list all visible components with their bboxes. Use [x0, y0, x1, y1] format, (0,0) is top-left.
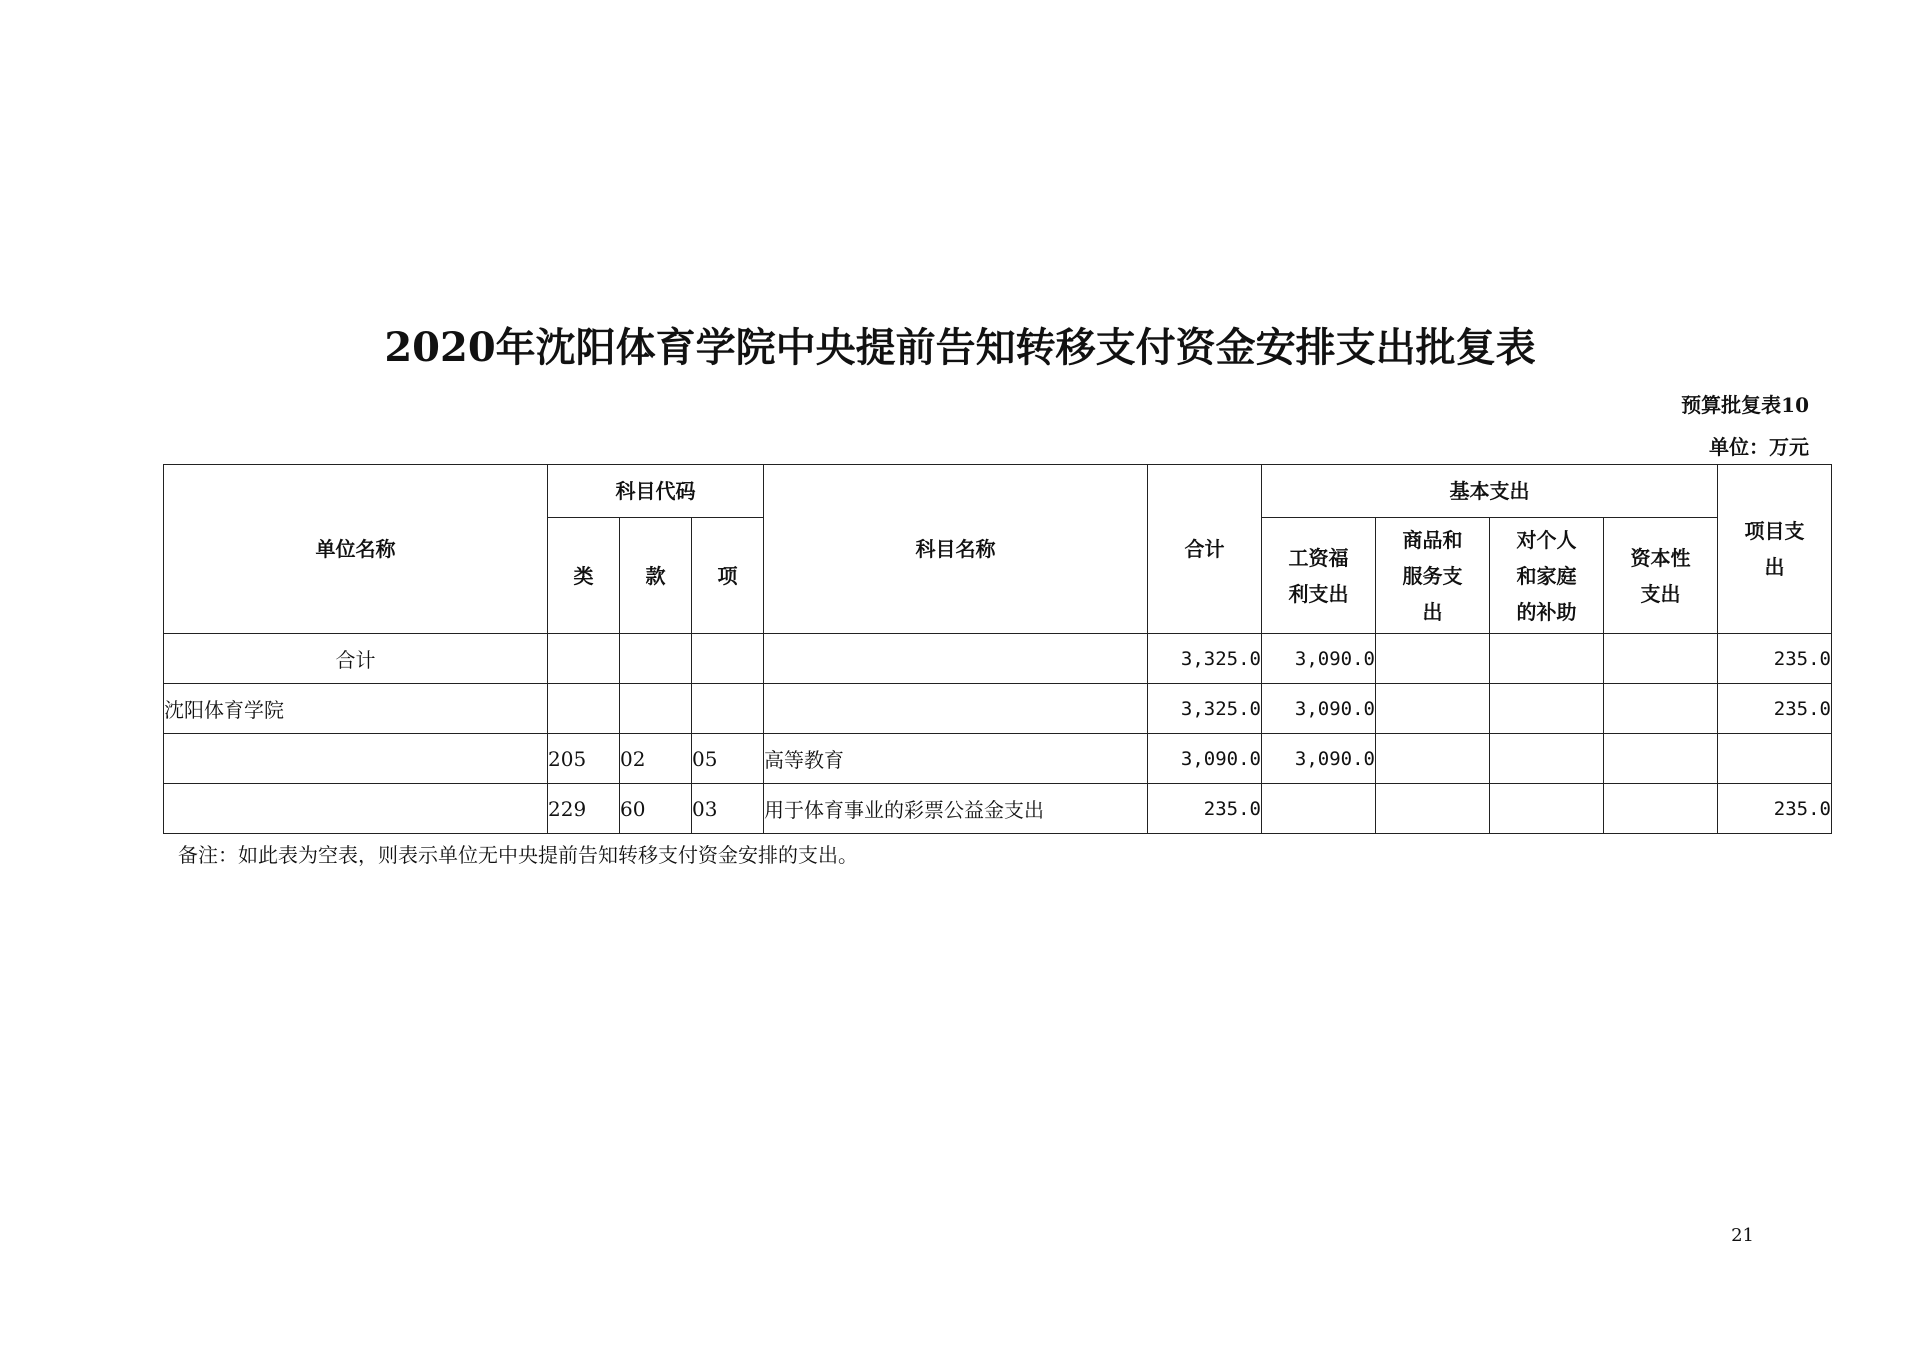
cell-goods — [1376, 784, 1490, 834]
header-lei: 类 — [548, 518, 620, 634]
cell-capital — [1604, 734, 1718, 784]
cell-total: 3,325.0 — [1148, 684, 1262, 734]
header-personal-family: 对个人和家庭的补助 — [1490, 518, 1604, 634]
header-capital: 资本性支出 — [1604, 518, 1718, 634]
header-goods-services: 商品和服务支出 — [1376, 518, 1490, 634]
document-title: 2020年沈阳体育学院中央提前告知转移支付资金安排支出批复表 — [384, 324, 1536, 371]
cell-kuan — [620, 684, 692, 734]
cell-subject-name — [764, 684, 1148, 734]
cell-capital — [1604, 684, 1718, 734]
cell-kuan — [620, 634, 692, 684]
cell-project: 235.0 — [1718, 634, 1832, 684]
cell-xiang: 05 — [692, 734, 764, 784]
header-unit-name: 单位名称 — [164, 465, 548, 634]
page-number: 21 — [1731, 1225, 1754, 1246]
cell-total: 3,090.0 — [1148, 734, 1262, 784]
cell-lei — [548, 684, 620, 734]
cell-xiang — [692, 684, 764, 734]
header-xiang: 项 — [692, 518, 764, 634]
unit-label: 单位：万元 — [1709, 435, 1809, 459]
cell-project: 235.0 — [1718, 684, 1832, 734]
cell-kuan: 02 — [620, 734, 692, 784]
header-project-expense: 项目支出 — [1718, 465, 1832, 634]
header-basic-expense: 基本支出 — [1262, 465, 1718, 518]
cell-capital — [1604, 784, 1718, 834]
cell-total: 3,325.0 — [1148, 634, 1262, 684]
cell-project — [1718, 734, 1832, 784]
table-row — [164, 784, 1832, 834]
cell-goods — [1376, 734, 1490, 784]
cell-personal — [1490, 734, 1604, 784]
cell-unit — [164, 734, 548, 784]
cell-unit — [164, 784, 548, 834]
header-subject-code: 科目代码 — [548, 465, 764, 518]
cell-personal — [1490, 684, 1604, 734]
cell-xiang — [692, 634, 764, 684]
cell-salary: 3,090.0 — [1262, 634, 1376, 684]
cell-project: 235.0 — [1718, 784, 1832, 834]
table-row — [164, 684, 1832, 734]
cell-capital — [1604, 634, 1718, 684]
cell-salary — [1262, 784, 1376, 834]
cell-salary: 3,090.0 — [1262, 734, 1376, 784]
cell-lei — [548, 634, 620, 684]
header-salary: 工资福利支出 — [1262, 518, 1376, 634]
cell-goods — [1376, 684, 1490, 734]
table-row — [164, 734, 1832, 784]
cell-lei: 205 — [548, 734, 620, 784]
cell-personal — [1490, 634, 1604, 684]
cell-personal — [1490, 784, 1604, 834]
budget-table — [163, 464, 1832, 834]
cell-subject-name — [764, 634, 1148, 684]
header-subject-name: 科目名称 — [764, 465, 1148, 634]
cell-unit: 沈阳体育学院 — [164, 684, 548, 734]
table-note: 备注：如此表为空表，则表示单位无中央提前告知转移支付资金安排的支出。 — [178, 843, 858, 867]
cell-xiang: 03 — [692, 784, 764, 834]
cell-goods — [1376, 634, 1490, 684]
header-kuan: 款 — [620, 518, 692, 634]
cell-salary: 3,090.0 — [1262, 684, 1376, 734]
cell-total: 235.0 — [1148, 784, 1262, 834]
table-row — [164, 634, 1832, 684]
table-number: 预算批复表10 — [1681, 393, 1809, 417]
cell-lei: 229 — [548, 784, 620, 834]
header-total: 合计 — [1148, 465, 1262, 634]
cell-subject-name: 用于体育事业的彩票公益金支出 — [764, 784, 1148, 834]
cell-unit: 合计 — [164, 634, 548, 684]
cell-kuan: 60 — [620, 784, 692, 834]
cell-subject-name: 高等教育 — [764, 734, 1148, 784]
